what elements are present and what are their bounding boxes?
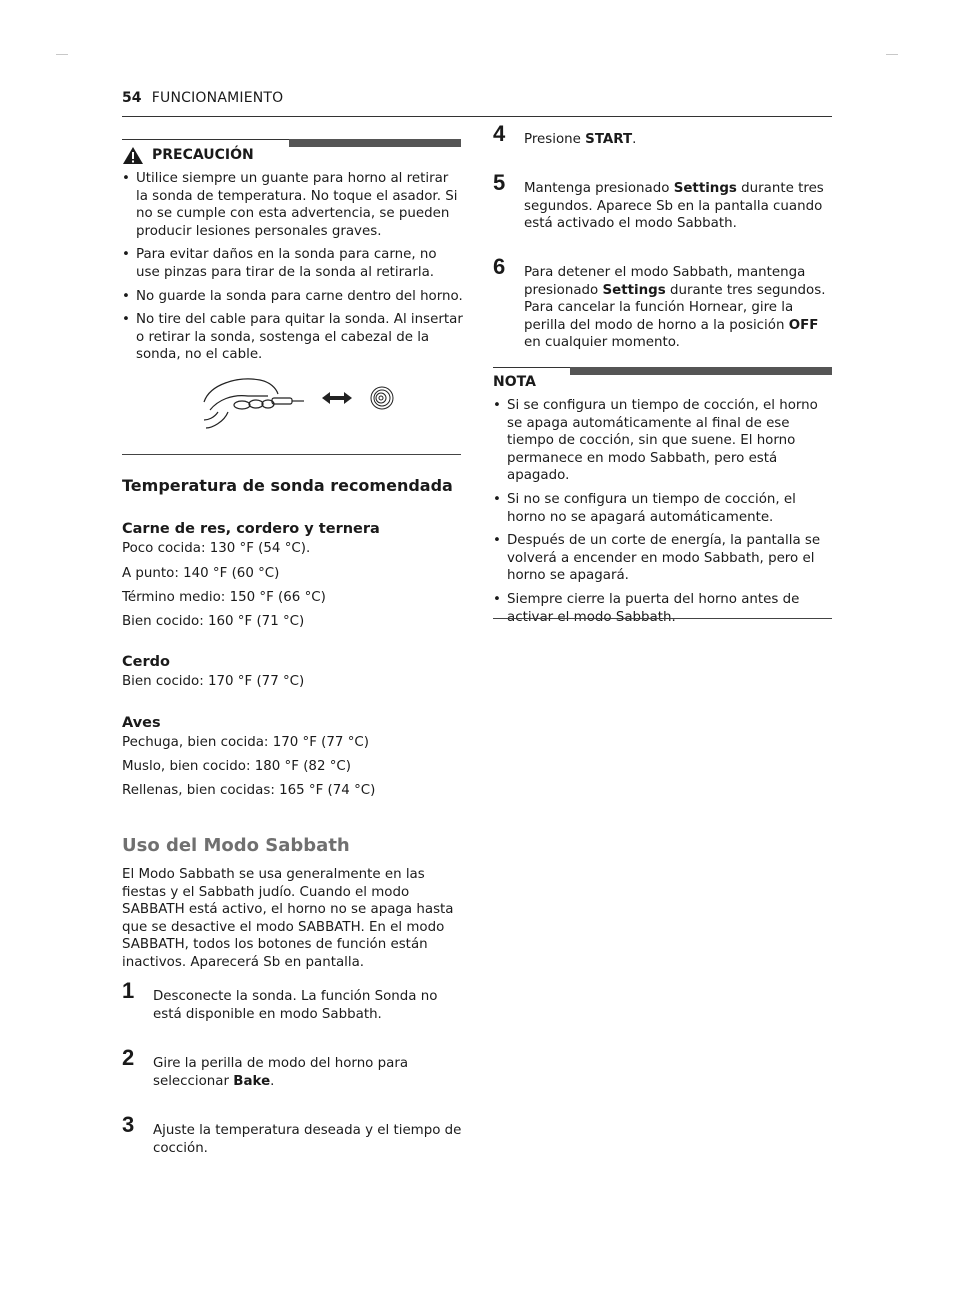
step-text: Para detener el modo Sabbath, mantenga presionado Settings durante tres segundos. Para cancelar la función Hornear, gire la perilla del modo de horno a la posición OFF en cualquier momento. bbox=[524, 265, 826, 351]
pork-line: Bien cocido: 170 °F (77 °C) bbox=[122, 674, 305, 689]
caution-title: PRECAUCIÓN bbox=[152, 146, 254, 163]
section-title: FUNCIONAMIENTO bbox=[151, 90, 284, 106]
step-number: 3 bbox=[122, 1112, 135, 1137]
probe-temp-title: Temperatura de sonda recomendada bbox=[122, 476, 453, 495]
beef-line: Poco cocida: 130 °F (54 °C). bbox=[122, 541, 311, 556]
sabbath-display-symbol: Sb bbox=[656, 198, 674, 214]
pork-title: Cerdo bbox=[122, 654, 170, 670]
beef-line: Bien cocido: 160 °F (71 °C) bbox=[122, 614, 305, 629]
warning-icon bbox=[122, 146, 144, 165]
nota-item: • Si no se configura un tiempo de cocción, el horno no se apagará automáticamente. bbox=[493, 491, 833, 526]
step-number: 6 bbox=[493, 254, 506, 279]
caution-list bbox=[122, 170, 464, 370]
step-text: Presione START. bbox=[524, 132, 637, 147]
step-text: Ajuste la temperatura deseada y el tiempo de cocción. bbox=[153, 1123, 462, 1156]
step-text: Gire la perilla de modo del horno para seleccionar Bake. bbox=[153, 1056, 409, 1089]
poultry-title: Aves bbox=[122, 715, 161, 731]
nota-item: • Después de un corte de energía, la pantalla se volverá a encender en modo Sabbath, pero el horno se apagará. bbox=[493, 532, 833, 585]
step-number: 2 bbox=[122, 1045, 135, 1070]
nota-item: • Si se configura un tiempo de cocción, el horno se apaga automáticamente al final de ese tiempo de cocción, sin que suene. El horno permanece en modo Sabbath, pero está apagado. bbox=[493, 397, 833, 485]
caution-heading bbox=[122, 146, 254, 165]
probe-illustration bbox=[198, 372, 398, 432]
sabbath-intro: El Modo Sabbath se usa generalmente en las fiestas y el Sabbath judío. Cuando el modo SABBATH está activo, el horno no se apaga hasta que se desactive el modo SABBATH. En el modo SABBATH, todos los botones de función están inactivos. Aparecerá Sb en pantalla. bbox=[122, 867, 454, 970]
beef-line: A punto: 140 °F (60 °C) bbox=[122, 566, 280, 581]
page-header bbox=[122, 90, 832, 117]
nota-item: • Siempre cierre la puerta del horno antes de bbox=[493, 591, 833, 626]
nota-list bbox=[493, 397, 833, 632]
step-text: Desconecte la sonda. La función Sonda no está disponible en modo Sabbath. bbox=[153, 989, 438, 1022]
poultry-line: Rellenas, bien cocidas: 165 °F (74 °C) bbox=[122, 783, 376, 798]
caution-item: • Para evitar daños en la sonda para carne, no use pinzas para tirar de la sonda al retirarla. bbox=[122, 246, 464, 281]
step-number: 1 bbox=[122, 978, 135, 1003]
step-number: 4 bbox=[493, 121, 506, 146]
page-number: 54 bbox=[122, 90, 142, 106]
poultry-line: Pechuga, bien cocida: 170 °F (77 °C) bbox=[122, 735, 369, 750]
caution-item: • No tire del cable para quitar la sonda. Al insertar o retirar la sonda, sostenga el cabezal de la sonda, no el cable. bbox=[122, 311, 464, 364]
step-number: 5 bbox=[493, 170, 506, 195]
beef-title: Carne de res, cordero y ternera bbox=[122, 521, 380, 537]
beef-line: Término medio: 150 °F (66 °C) bbox=[122, 590, 326, 605]
step-text: Mantenga presionado Settings durante tres segundos. Aparece Sb en la pantalla cuando está activado el modo Sabbath. bbox=[524, 181, 824, 232]
nota-bar bbox=[570, 367, 832, 375]
caution-bar bbox=[289, 139, 461, 147]
sabbath-title: Uso del Modo Sabbath bbox=[122, 835, 350, 856]
nota-bottom-rule bbox=[493, 618, 832, 619]
caution-item: • No guarde la sonda para carne dentro del horno. bbox=[122, 288, 464, 306]
nota-title: NOTA bbox=[493, 374, 536, 390]
caution-bottom-rule bbox=[122, 454, 461, 455]
caution-item: • Utilice siempre un guante para horno al retirar la sonda de temperatura. No toque el asador. Si no se cumple con esta advertencia, se pueden producir lesiones personales graves. bbox=[122, 170, 464, 240]
crop-mark-right bbox=[886, 54, 898, 55]
crop-mark-left bbox=[56, 54, 68, 55]
poultry-line: Muslo, bien cocido: 180 °F (82 °C) bbox=[122, 759, 352, 774]
sabbath-display-symbol: Sb bbox=[263, 954, 281, 970]
